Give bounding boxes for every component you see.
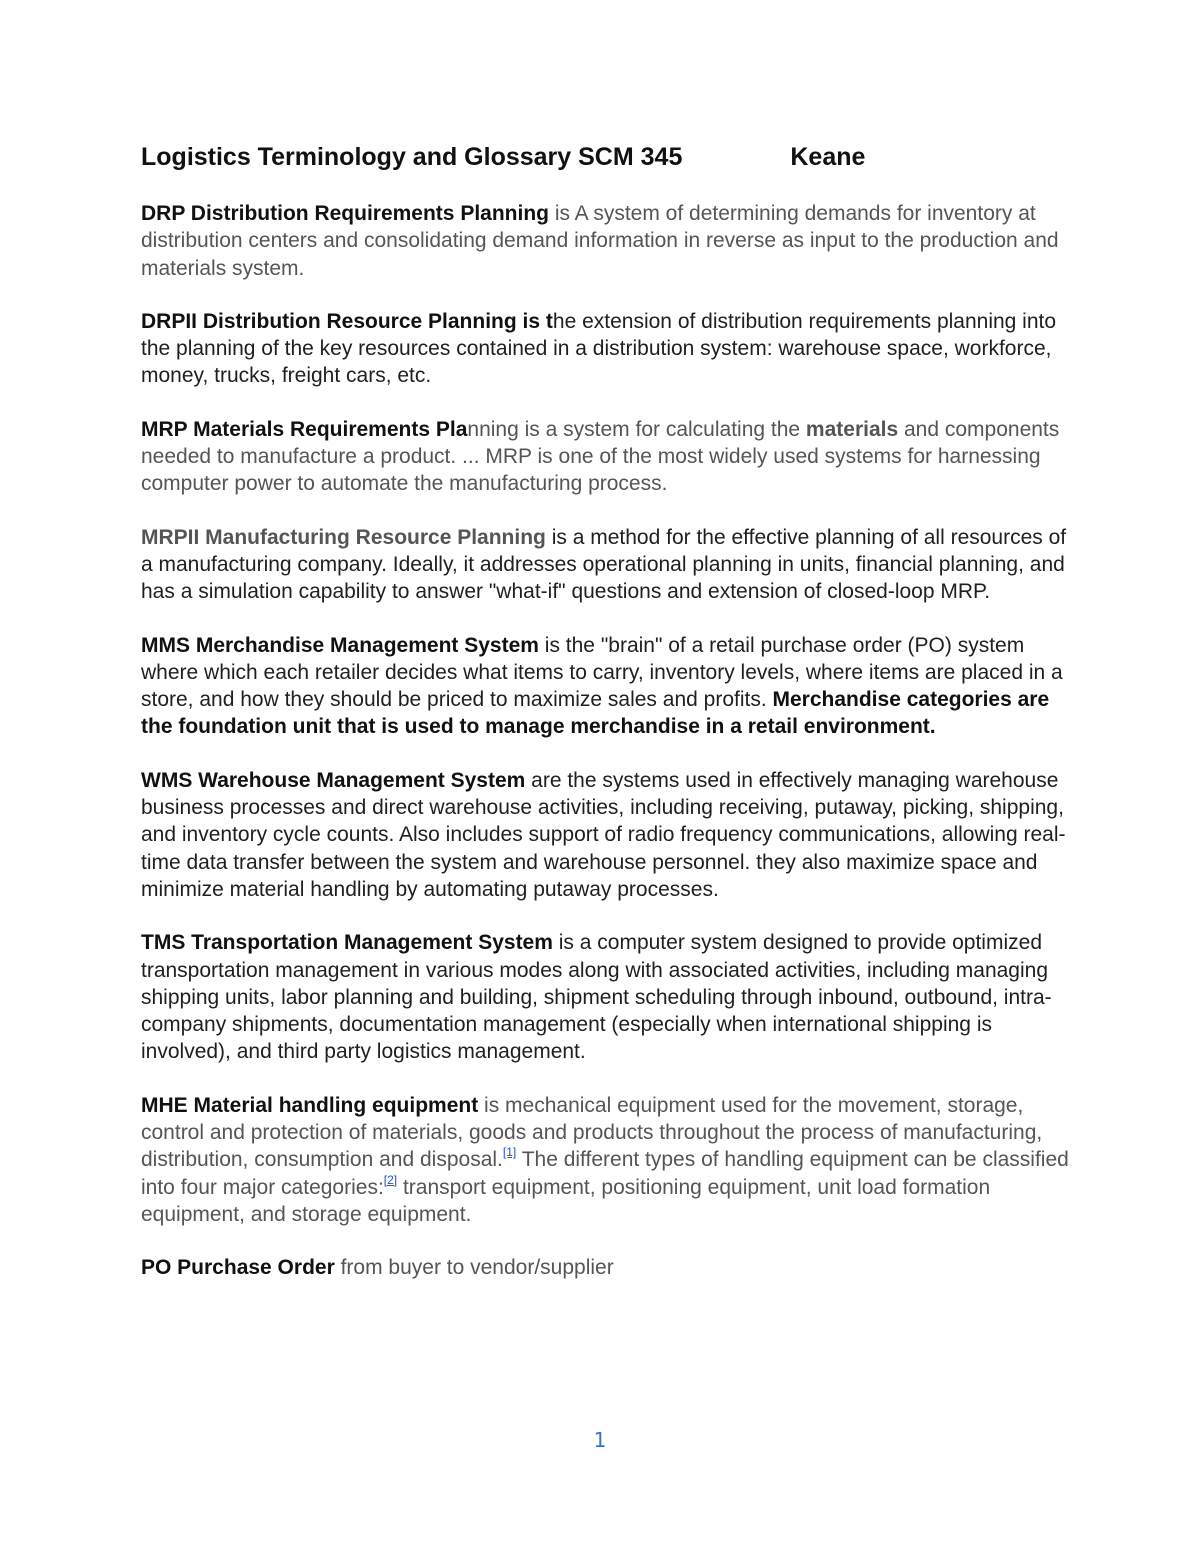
glossary-term: MRP Materials Requirements Pla: [141, 417, 468, 441]
glossary-term: DRP Distribution Requirements Planning: [141, 202, 549, 225]
glossary-definition: are the systems used in effectively managing warehouse business processes and direct warehouse activities, including receiving, putaway, picking, shipping, and inventory cycle counts. Also includes support of radio frequency communications, allowing real-time data transfer between the system and warehouse personnel. they also maximize space and minimize material handling by automating putaway processes.: [141, 768, 1066, 901]
glossary-term: MRPII Manufacturing Resource Planning: [141, 525, 546, 549]
document-title-line: [141, 140, 1071, 174]
glossary-definition: is mechanical equipment used for the movement, storage, control and protection of materials, goods and products throughout the process of manufacturing, distribution, consumption and disposal.: [141, 1093, 1043, 1172]
glossary-definition-emphasis: Merchandise categories are the foundation unit that is used to manage merchandise in a retail environment.: [141, 688, 1050, 739]
glossary-definition: is a method for the effective planning of all resources of a manufacturing company. Ideally, it addresses operational planning in units, financial planning, and has a simulation capability to answer "what-if" questions and extension of closed-loop MRP.: [141, 525, 1067, 604]
document-author: Keane: [790, 143, 866, 171]
glossary-definition-continued: transport equipment, positioning equipment, unit load formation equipment, and storage equipment.: [141, 1175, 991, 1226]
glossary-definition: he extension of distribution requirements planning into the planning of the key resources contained in a distribution system: warehouse space, workforce, money, trucks, freight cars, etc.: [141, 309, 1057, 388]
document-title: Logistics Terminology and Glossary SCM 345: [141, 143, 683, 171]
glossary-term: PO Purchase Order: [141, 1256, 335, 1280]
footnote-link[interactable]: [1]: [502, 1145, 517, 1160]
glossary-term: MMS Merchandise Management System: [141, 633, 539, 657]
glossary-definition-emphasis: materials: [805, 417, 899, 441]
glossary-term: MHE Material handling equipment: [141, 1093, 479, 1117]
glossary-entry-po: [141, 1254, 1071, 1281]
glossary-term-tail: nning: [467, 417, 519, 441]
glossary-definition-continued: The different types of handling equipment can be classified into four major categories:: [141, 1148, 1069, 1199]
glossary-entry-mhe: [141, 1092, 1071, 1228]
glossary-definition: is A system of determining demands for inventory at distribution centers and consolidating demand information in reverse as input to the production and materials system.: [141, 202, 1059, 280]
page-number: 1: [593, 1428, 607, 1452]
glossary-definition-continued: and components needed to manufacture a product. ... MRP is one of the most widely used systems for harnessing computer power to automate the manufacturing process.: [141, 417, 1060, 496]
glossary-entry-mrpii: [141, 524, 1071, 606]
glossary-entry-drp: [141, 200, 1071, 282]
glossary-term: DRPII Distribution Resource Planning is t: [141, 309, 553, 333]
glossary-entry-wms: [141, 767, 1071, 903]
glossary-definition: is a computer system designed to provide optimized transportation management in various modes along with associated activities, including managing shipping units, labor planning and building, shipment scheduling through inbound, outbound, intra-company shipments, documentation management (especially when international shipping is involved), and third party logistics management.: [141, 931, 1052, 1064]
glossary-entry-tms: [141, 929, 1071, 1065]
document-page: [141, 140, 1071, 1308]
glossary-definition: is the "brain" of a retail purchase order (PO) system where which each retailer decides what items to carry, inventory levels, where items are placed in a store, and how they should be priced to maximize sales and profits.: [141, 633, 1063, 712]
glossary-definition: is a system for calculating the: [518, 417, 806, 441]
glossary-entry-drpii: [141, 308, 1071, 390]
glossary-entry-mrp: [141, 416, 1071, 498]
glossary-definition: from buyer to vendor/supplier: [334, 1256, 614, 1280]
glossary-term: WMS Warehouse Management System: [141, 768, 526, 792]
glossary-term: TMS Transportation Management System: [141, 931, 553, 955]
glossary-entry-mms: [141, 632, 1071, 741]
footnote-link[interactable]: [2]: [383, 1172, 398, 1187]
